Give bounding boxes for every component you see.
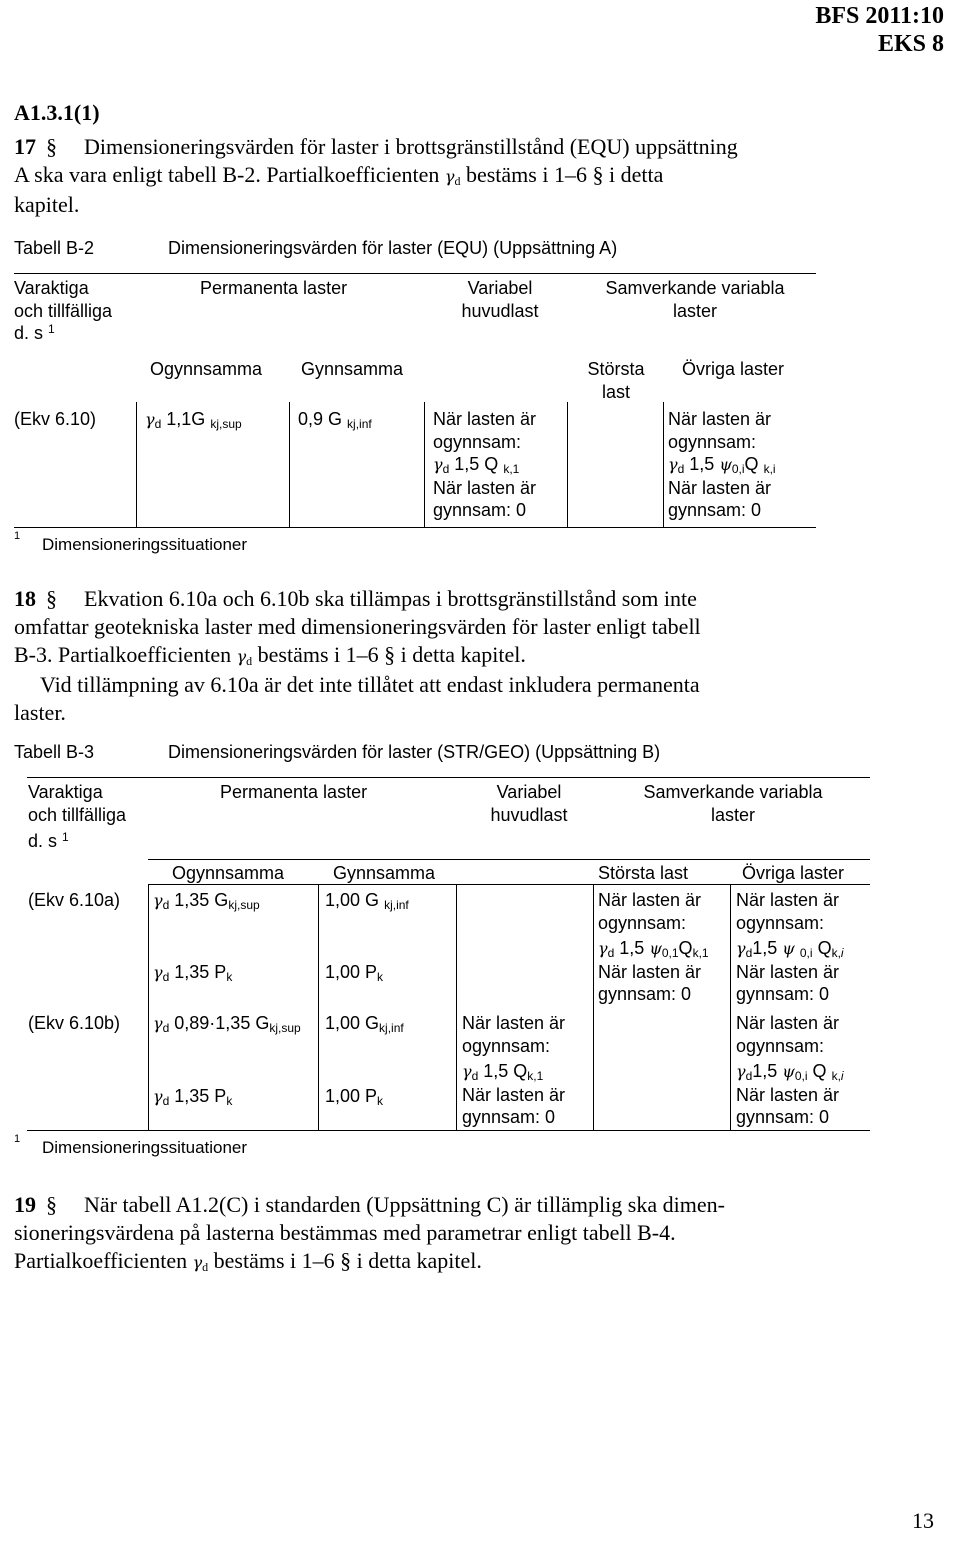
cell-text: När lasten är: [736, 961, 840, 982]
cell-leading-variable: [433, 408, 536, 522]
paragraph-text: bestäms i 1–6: [213, 1248, 335, 1273]
subscript: k,: [831, 946, 841, 960]
gamma-symbol: γ: [153, 891, 163, 910]
subscript: d: [471, 1069, 479, 1083]
cell-text: ogynnsam:: [462, 1035, 551, 1056]
column-header-accompanying: [580, 277, 810, 322]
cell-text: gynnsam: 0: [668, 500, 762, 520]
cell-text: 1,35 P: [174, 962, 227, 982]
paragraph-17: [14, 133, 944, 219]
cell-leading-variable: [462, 1012, 565, 1129]
paragraph-text: i detta kapitel.: [356, 1248, 482, 1273]
gamma-symbol: γ: [598, 939, 608, 958]
column-header-design-situation: [28, 781, 126, 853]
cell-unfavourable: [153, 961, 232, 985]
page-number: 13: [912, 1508, 934, 1533]
cell-text: gynnsam: 0: [433, 500, 527, 520]
paragraph-text: laster.: [14, 700, 66, 725]
cell-other-loads: [736, 1012, 844, 1129]
subscript: 0,i: [731, 462, 745, 476]
row-label-eq-6-10b: (Ekv 6.10b): [28, 1013, 121, 1033]
psi-symbol: ψ: [782, 939, 795, 958]
cell-text: ogynnsam:: [668, 431, 757, 452]
subheader-other-loads: Övriga laster: [682, 359, 785, 379]
column-divider: [136, 402, 137, 527]
column-header-variable: [474, 781, 584, 826]
document-code-line2: EKS 8: [877, 31, 944, 57]
cell-favourable: [298, 408, 372, 431]
cell-text: När lasten är: [598, 961, 702, 982]
cell-text: 1,00 G: [325, 1013, 380, 1033]
row-label-eq-6-10a: (Ekv 6.10a): [28, 890, 121, 910]
section-reference: A1.3.1(1): [14, 100, 100, 125]
cell-text: gynnsam: 0: [462, 1107, 556, 1127]
cell-text: När lasten är: [598, 890, 702, 910]
table-rule: [27, 777, 870, 778]
subscript: kj,inf: [384, 898, 409, 912]
paragraph-text: Dimensioneringsvärden för laster i brottsgränstillstånd (EQU) uppsättning: [84, 134, 738, 159]
section-sign-icon: §: [46, 586, 57, 611]
paragraph-text: i detta: [608, 162, 664, 187]
subscript: d: [162, 1021, 170, 1035]
cell-text: 1,5: [752, 1061, 778, 1081]
table-b2-footnote: Dimensioneringssituationer: [42, 535, 248, 554]
table-rule: [14, 273, 816, 274]
column-header-permanent: Permanenta laster: [220, 782, 368, 802]
subscript: d: [442, 462, 450, 476]
cell-text: ogynnsam:: [598, 912, 687, 933]
paragraph-text: När tabell A1.2(C) i standarden (Uppsättning C) är tillämplig ska dimen-: [84, 1192, 725, 1217]
cell-text: När lasten är: [736, 890, 840, 910]
subscript: k,1: [692, 946, 709, 960]
subscript: d: [607, 946, 615, 960]
header-text: och tillfälliga: [14, 300, 113, 321]
paragraph-text: A ska vara enligt tabell B-2. Partialkoefficienten: [14, 162, 440, 187]
cell-favourable: [325, 961, 383, 984]
subscript: i: [840, 1069, 844, 1083]
subscript: 0,i: [794, 1069, 808, 1083]
psi-symbol: ψ: [719, 455, 732, 474]
cell-text: 1,5: [689, 454, 715, 474]
footnote-marker: 1: [62, 830, 69, 844]
subscript: 0,i: [799, 946, 813, 960]
table-b2-label: Tabell B-2: [14, 238, 95, 258]
cell-largest-load: [598, 889, 709, 1006]
table-b3-footnote: Dimensioneringssituationer: [42, 1138, 248, 1157]
paragraph-number: 18: [14, 586, 36, 611]
subscript: k,1: [527, 1069, 544, 1083]
gamma-symbol: γ: [444, 167, 455, 186]
subscript: kj,inf: [379, 1021, 404, 1035]
paragraph-number: 19: [14, 1192, 36, 1217]
subscript: k: [377, 970, 384, 984]
cell-other-loads: [668, 408, 776, 522]
column-header-design-situation: [14, 277, 112, 345]
cell-text: gynnsam: 0: [736, 984, 830, 1004]
subscript: 0,1: [661, 946, 679, 960]
subscript: d: [246, 654, 253, 668]
cell-text: 1,00 P: [325, 1086, 378, 1106]
cell-text: När lasten är: [668, 409, 772, 429]
subscript: i: [840, 946, 844, 960]
header-text: laster: [672, 300, 717, 321]
paragraph-text: B-3. Partialkoefficienten: [14, 642, 232, 667]
subscript: kj,sup: [228, 898, 260, 912]
paragraph-19: [14, 1191, 944, 1277]
paragraph-text: i detta kapitel.: [400, 642, 526, 667]
cell-favourable: [325, 889, 409, 912]
table-rule: [14, 527, 816, 528]
psi-symbol: ψ: [782, 1062, 795, 1081]
subscript: d: [162, 970, 170, 984]
subheader-largest-load: Största last: [598, 863, 689, 883]
column-divider: [663, 402, 664, 527]
header-text: huvudlast: [461, 300, 539, 321]
column-divider: [593, 884, 594, 1130]
cell-text: 1,5 Q: [483, 1061, 528, 1081]
header-text: huvudlast: [490, 804, 568, 825]
footnote-marker: 1: [14, 530, 21, 542]
column-divider: [289, 402, 290, 527]
subscript: k,1: [503, 462, 520, 476]
cell-text: 1,35 G: [174, 890, 229, 910]
column-divider: [318, 884, 319, 1130]
paragraph-text: bestäms i 1–6: [257, 642, 379, 667]
header-text: last: [601, 381, 630, 402]
psi-symbol: ψ: [649, 939, 662, 958]
cell-text: 1,1G: [166, 409, 206, 429]
paragraph-text: omfattar geotekniska laster med dimensioneringsvärden för laster enligt tabell: [14, 614, 701, 639]
column-divider: [567, 402, 568, 527]
paragraph-text: sioneringsvärdena på lasterna bestämmas med parametrar enligt tabell B-4.: [14, 1220, 676, 1245]
subscript: kj,inf: [347, 417, 372, 431]
cell-text: ogynnsam:: [736, 912, 825, 933]
subscript: k,i: [763, 462, 776, 476]
header-text: Variabel: [467, 278, 533, 298]
cell-text: 1,5 Q: [454, 454, 499, 474]
section-sign-icon: §: [46, 134, 57, 159]
footnote-marker: 1: [48, 322, 55, 336]
subscript: d: [745, 946, 753, 960]
header-text: Variabel: [496, 782, 562, 802]
cell-text: gynnsam: 0: [736, 1107, 830, 1127]
gamma-symbol: γ: [236, 647, 247, 666]
gamma-symbol: γ: [736, 939, 746, 958]
header-text: d. s: [14, 323, 44, 343]
cell-unfavourable: [153, 889, 260, 913]
header-text: och tillfälliga: [28, 804, 127, 825]
subscript: d: [454, 174, 461, 188]
gamma-symbol: γ: [153, 1014, 163, 1033]
subscript: d: [154, 417, 162, 431]
subheader-other-loads: Övriga laster: [742, 863, 845, 883]
subscript: d: [202, 1260, 209, 1274]
cell-text: 1,35 P: [174, 1086, 227, 1106]
cell-unfavourable: [153, 1085, 232, 1109]
cell-text: När lasten är: [433, 409, 537, 429]
paragraph-text: Partialkoefficienten: [14, 1248, 188, 1273]
subscript: d: [677, 462, 685, 476]
subheader-largest-load: [570, 358, 662, 403]
header-text: Varaktiga: [14, 278, 89, 298]
gamma-symbol: γ: [462, 1062, 472, 1081]
subscript: kj,sup: [269, 1021, 301, 1035]
column-header-permanent: Permanenta laster: [200, 278, 348, 298]
cell-text: När lasten är: [736, 1084, 840, 1105]
cell-text: ogynnsam:: [736, 1035, 825, 1056]
cell-text: 1,5: [619, 938, 645, 958]
paragraph-number: 17: [14, 134, 36, 159]
cell-text: ogynnsam:: [433, 431, 522, 452]
table-rule: [148, 884, 870, 885]
subscript: k: [226, 970, 233, 984]
paragraph-text: bestäms i 1–6: [465, 162, 587, 187]
footnote-marker: 1: [14, 1133, 21, 1145]
cell-text: gynnsam: 0: [598, 984, 692, 1004]
header-text: Största: [587, 359, 645, 379]
subheader-unfavourable: Ogynnsamma: [150, 359, 263, 379]
cell-favourable: [325, 1012, 404, 1035]
gamma-symbol: γ: [153, 963, 163, 982]
document-code: [815, 2, 944, 58]
row-label-eq-6-10: (Ekv 6.10): [14, 409, 97, 429]
paragraph-18: [14, 585, 944, 727]
cell-text: När lasten är: [668, 477, 772, 498]
header-text: d. s: [28, 831, 58, 851]
column-divider: [148, 884, 149, 1130]
header-text: Varaktiga: [28, 782, 103, 802]
subscript: kj,sup: [210, 417, 242, 431]
paragraph-text: kapitel.: [14, 192, 80, 217]
cell-favourable: [325, 1085, 383, 1108]
cell-unfavourable: [153, 1012, 301, 1036]
table-rule: [27, 1130, 870, 1131]
paragraph-text: Vid tillämpning av 6.10a är det inte tillåtet att endast inkludera permanenta: [40, 672, 700, 697]
cell-text: 1,00 P: [325, 962, 378, 982]
subheader-favourable: Gynnsamma: [333, 863, 436, 883]
header-text: laster: [710, 804, 755, 825]
column-divider: [424, 402, 425, 527]
section-sign-icon: §: [46, 1192, 57, 1217]
cell-text: När lasten är: [736, 1013, 840, 1033]
cell-text: Q: [678, 938, 693, 958]
subheader-favourable: Gynnsamma: [301, 359, 404, 379]
subscript: d: [162, 1094, 170, 1108]
table-b2-title: Dimensioneringsvärden för laster (EQU) (Uppsättning A): [168, 238, 618, 258]
section-sign-icon: §: [384, 642, 396, 667]
column-divider: [730, 884, 731, 1130]
table-rule: [148, 859, 870, 860]
column-header-accompanying: [618, 781, 848, 826]
table-b3-title: Dimensioneringsvärden för laster (STR/GEO) (Uppsättning B): [168, 742, 661, 762]
column-header-variable: [445, 277, 555, 322]
cell-text: När lasten är: [462, 1084, 566, 1105]
section-sign-icon: §: [592, 162, 604, 187]
subscript: d: [745, 1069, 753, 1083]
cell-text: 1,00 G: [325, 890, 380, 910]
header-text: Samverkande variabla: [643, 782, 823, 802]
subscript: k: [226, 1094, 233, 1108]
cell-text: Q: [744, 454, 759, 474]
cell-text: Q: [817, 938, 832, 958]
paragraph-text: Ekvation 6.10a och 6.10b ska tillämpas i brottsgränstillstånd som inte: [84, 586, 697, 611]
gamma-symbol: γ: [736, 1062, 746, 1081]
cell-text: 0,9 G: [298, 409, 343, 429]
gamma-symbol: γ: [192, 1253, 203, 1272]
cell-text: När lasten är: [462, 1013, 566, 1033]
subscript: d: [162, 898, 170, 912]
gamma-symbol: γ: [668, 455, 678, 474]
subheader-unfavourable: Ogynnsamma: [172, 863, 285, 883]
table-b3-label: Tabell B-3: [14, 742, 95, 762]
section-sign-icon: §: [340, 1248, 352, 1273]
cell-text: 0,89·1,35 G: [174, 1013, 270, 1033]
cell-other-loads: [736, 889, 844, 1006]
cell-text: Q: [812, 1061, 827, 1081]
gamma-symbol: γ: [433, 455, 443, 474]
header-text: Samverkande variabla: [605, 278, 785, 298]
subscript: k,: [831, 1069, 841, 1083]
document-code-line1: BFS 2011:10: [815, 3, 944, 29]
column-divider: [456, 884, 457, 1130]
subscript: k: [377, 1094, 384, 1108]
gamma-symbol: γ: [153, 1087, 163, 1106]
gamma-symbol: γ: [145, 410, 155, 429]
cell-text: När lasten är: [433, 477, 537, 498]
cell-text: 1,5: [752, 938, 778, 958]
cell-unfavourable: [145, 408, 242, 432]
